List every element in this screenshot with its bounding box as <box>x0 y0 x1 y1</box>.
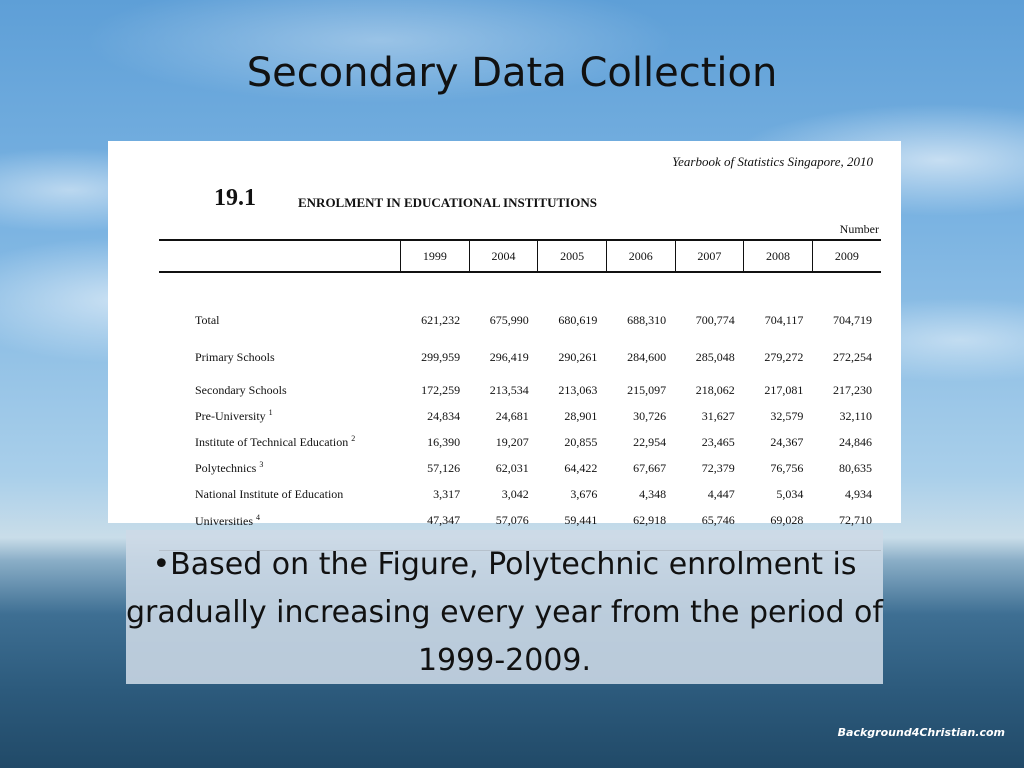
table-cell: 30,726 <box>633 408 667 423</box>
table-cell: 57,076 <box>469 507 538 551</box>
slide-title: Secondary Data Collection <box>246 50 778 96</box>
row-label-text: Total <box>195 313 220 327</box>
table-cell: 22,954 <box>633 434 667 449</box>
table-cell: 172,259 <box>421 382 461 397</box>
background-credit: Background4Christian.com <box>837 726 1005 739</box>
table-cell: 24,846 <box>839 434 872 449</box>
table-cell: 62,031 <box>495 460 529 475</box>
row-label-text: National Institute of Education <box>195 486 344 501</box>
row-label-text: Pre-University <box>195 409 266 423</box>
table-cell: 3,676 <box>570 486 598 501</box>
source-citation: Yearbook of Statistics Singapore, 2010 <box>672 154 873 169</box>
table-cell: 4,447 <box>707 486 735 501</box>
year-header: 2006 <box>606 240 675 272</box>
table-cell: 284,600 <box>627 350 667 364</box>
table-cell: 76,756 <box>770 460 804 475</box>
table-cell: 65,746 <box>675 507 744 551</box>
table-cell: 296,419 <box>489 350 529 364</box>
row-label <box>159 403 401 429</box>
table-cell: 32,579 <box>770 408 804 423</box>
table-row <box>159 272 881 329</box>
table-cell: 28,901 <box>564 408 598 423</box>
table-cell: 5,034 <box>776 486 804 501</box>
table-cell: 621,232 <box>421 313 461 327</box>
table-row <box>159 429 881 455</box>
table-cell: 32,110 <box>839 408 872 423</box>
row-label <box>159 272 401 329</box>
table-cell: 31,627 <box>701 408 735 423</box>
footnote-marker: 3 <box>259 460 264 469</box>
table-cell: 700,774 <box>695 313 735 327</box>
table-header-row <box>159 240 881 272</box>
row-label <box>159 377 401 403</box>
table-cell: 299,959 <box>421 350 461 364</box>
table-cell: 23,465 <box>701 434 735 449</box>
table-cell: 217,230 <box>833 382 872 397</box>
enrolment-table <box>159 239 881 551</box>
table-cell: 62,918 <box>606 507 675 551</box>
year-header: 1999 <box>401 240 470 272</box>
row-label-text: Polytechnics <box>195 461 257 475</box>
table-cell: 4,934 <box>845 486 872 501</box>
table-title: ENROLMENT IN EDUCATIONAL INSTITUTIONS <box>298 195 597 210</box>
table-row <box>159 481 881 507</box>
table-cell: 59,441 <box>538 507 607 551</box>
unit-label: Number <box>839 222 879 236</box>
table-cell: 72,710 <box>812 507 881 551</box>
year-header: 2004 <box>469 240 538 272</box>
table-cell: 290,261 <box>558 350 598 364</box>
row-label <box>159 455 401 481</box>
table-row <box>159 329 881 377</box>
table-cell: 704,117 <box>764 313 804 327</box>
row-label-text: Institute of Technical Education <box>195 435 349 449</box>
table-cell: 217,081 <box>764 382 804 397</box>
statistics-table-image <box>108 141 901 528</box>
row-label-text: Universities <box>195 514 253 528</box>
footnote-marker: 2 <box>351 434 356 443</box>
table-cell: 215,097 <box>627 382 667 397</box>
table-cell: 67,667 <box>633 460 667 475</box>
table-cell: 218,062 <box>695 382 735 397</box>
row-label <box>159 481 401 507</box>
table-cell: 57,126 <box>427 460 461 475</box>
table-row <box>159 455 881 481</box>
bullet-note: •Based on the Figure, Polytechnic enrolment is gradually increasing every year from the period of 1999-2009. <box>126 530 883 684</box>
year-header: 2007 <box>675 240 744 272</box>
table-cell: 19,207 <box>495 434 529 449</box>
table-cell: 688,310 <box>627 313 667 327</box>
table-cell: 3,317 <box>433 486 461 501</box>
row-label-text: Primary Schools <box>195 350 275 364</box>
year-header: 2005 <box>538 240 607 272</box>
table-cell: 213,063 <box>558 382 598 397</box>
table-cell: 47,347 <box>401 507 470 551</box>
table-cell: 69,028 <box>744 507 813 551</box>
table-cell: 285,048 <box>695 350 735 364</box>
row-label <box>159 329 401 377</box>
table-cell: 680,619 <box>558 313 598 327</box>
table-cell: 20,855 <box>564 434 598 449</box>
year-header: 2008 <box>744 240 813 272</box>
table-cell: 4,348 <box>639 486 667 501</box>
header-blank <box>159 240 401 272</box>
year-header: 2009 <box>812 240 881 272</box>
footnote-marker: 4 <box>256 513 260 522</box>
row-label-text: Secondary Schools <box>195 382 287 397</box>
table-row <box>159 403 881 429</box>
table-cell: 16,390 <box>427 434 461 449</box>
footnote-marker: 1 <box>268 408 273 417</box>
table-cell: 24,367 <box>770 434 804 449</box>
table-cell: 64,422 <box>564 460 598 475</box>
table-cell: 675,990 <box>489 313 529 327</box>
row-label <box>159 429 401 455</box>
table-row <box>159 377 881 403</box>
table-cell: 3,042 <box>501 486 529 501</box>
table-number: 19.1 <box>214 185 256 211</box>
table-cell: 704,719 <box>833 313 872 327</box>
table-cell: 279,272 <box>764 350 804 364</box>
table-cell: 272,254 <box>833 350 872 364</box>
table-cell: 24,834 <box>427 408 461 423</box>
table-cell: 213,534 <box>489 382 529 397</box>
table-cell: 24,681 <box>495 408 529 423</box>
table-cell: 80,635 <box>839 460 872 475</box>
table-cell: 72,379 <box>701 460 735 475</box>
